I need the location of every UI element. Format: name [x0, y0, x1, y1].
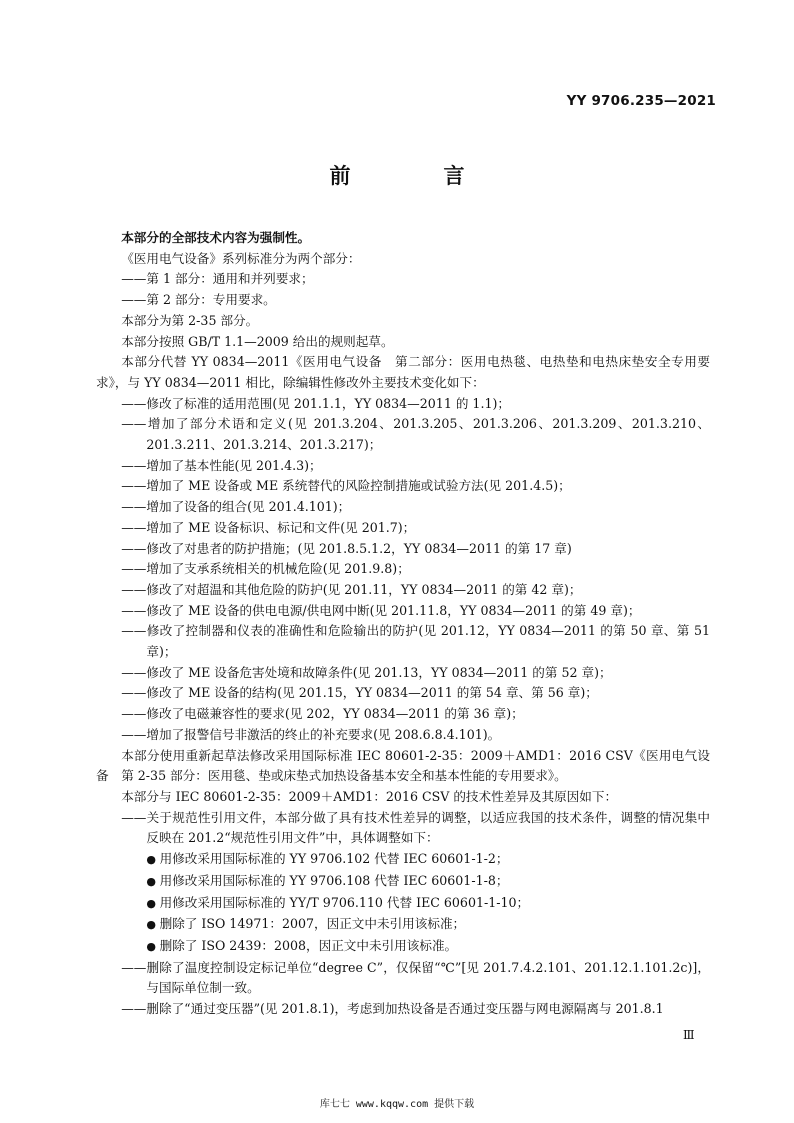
- list-item-difference: ——删除了温度控制设定标记单位“degree C”，仅保留“℃”[见 201.7.4.2.101、201.12.1.101.2c)]，与国际单位制一致。: [121, 959, 710, 996]
- paragraph-series: 《医用电气设备》系列标准分为两个部分：: [121, 250, 361, 266]
- paragraph-mandatory: 本部分的全部技术内容为强制性。: [121, 230, 311, 245]
- bullet-item: ● 用修改采用国际标准的 YY 9706.108 代替 IEC 60601-1-8；: [96, 871, 710, 893]
- list-item-change: ——修改了对超温和其他危险的防护(见 201.11，YY 0834—2011 的第 42 章)；: [121, 581, 582, 597]
- list-item-change: ——增加了基本性能(见 201.4.3)；: [121, 457, 322, 473]
- list-item-change: ——修改了电磁兼容性的要求(见 202，YY 0834—2011 的第 36 章)；: [121, 706, 524, 722]
- list-item-change: ——修改了标准的适用范围(见 201.1.1，YY 0834—2011 的 1.1)；: [121, 395, 510, 411]
- list-item-change: ——增加了部分术语和定义(见 201.3.204、201.3.205、201.3.206、201.3.209、201.3.210、201.3.211、201.3.214、201.3.217)；: [121, 416, 710, 453]
- page-number: Ⅲ: [683, 1028, 695, 1042]
- list-item-change: ——增加了支承系统相关的机械危险(见 201.9.8)；: [121, 561, 410, 577]
- list-item-difference: ——关于规范性引用文件，本部分做了具有技术性差异的调整，以适应我国的技术条件，调整的情况集中反映在 201.2“规范性引用文件”中，具体调整如下：: [121, 809, 710, 846]
- list-item-change: ——修改了控制器和仪表的准确性和危险输出的防护(见 201.12，YY 0834—2011 的第 50 章、第 51 章)；: [121, 623, 710, 660]
- list-item-change: ——修改了 ME 设备的结构(见 201.15，YY 0834—2011 的第 54 章、第 56 章)；: [121, 685, 598, 701]
- bullet-item: ● 删除了 ISO 14971：2007，因正文中未引用该标准；: [96, 914, 710, 936]
- bullet-item: ● 删除了 ISO 2439：2008，因正文中未引用该标准。: [96, 936, 710, 958]
- bullet-icon: ●: [146, 918, 157, 932]
- list-item-difference: ——删除了“通过变压器”(见 201.8.1)，考虑到加热设备是否通过变压器与网电源隔离与 201.8.1: [121, 1001, 664, 1017]
- doc-id: YY 9706.235—2021: [566, 93, 716, 109]
- page-title: 前 言: [329, 164, 501, 188]
- list-item-change: ——增加了设备的组合(见 201.4.101)；: [121, 499, 351, 515]
- paragraph-replaces: 本部分代替 YY 0834—2011《医用电气设备 第二部分：医用电热毯、电热垫和电热床垫安全专用要求》，与 YY 0834—2011 相比，除编辑性修改外主要技术变化如下：: [96, 354, 710, 390]
- paragraph-part-number: 本部分为第 2-35 部分。: [121, 312, 259, 328]
- list-item-change: ——修改了 ME 设备的供电电源/供电网中断(见 201.11.8，YY 0834—2011 的第 49 章)；: [121, 602, 641, 618]
- bullet-icon: ●: [146, 896, 157, 910]
- bullet-icon: ●: [146, 853, 157, 867]
- footer-watermark: 库七七 www.kqqw.com 提供下载: [319, 1099, 475, 1110]
- bullet-item: ● 用修改采用国际标准的 YY 9706.102 代替 IEC 60601-1-2；: [96, 849, 710, 871]
- list-item-change: ——增加了报警信号非激活的终止的补充要求(见 208.6.8.4.101)。: [121, 726, 501, 742]
- bullet-icon: ●: [146, 874, 157, 888]
- list-item-change: ——修改了 ME 设备危害处境和故障条件(见 201.13，YY 0834—2011 的第 52 章)；: [121, 664, 612, 680]
- list-item-change: ——增加了 ME 设备或 ME 系统替代的风险控制措施或试验方法(见 201.4.5)；: [121, 478, 571, 494]
- list-item-part: ——第 1 部分：通用和并列要求；: [121, 271, 314, 287]
- paragraph-drafting: 本部分按照 GB/T 1.1—2009 给出的规则起草。: [121, 333, 394, 349]
- list-item-part: ——第 2 部分：专用要求。: [121, 292, 276, 308]
- bullet-item: ● 用修改采用国际标准的 YY/T 9706.110 代替 IEC 60601-1-10；: [96, 893, 710, 915]
- document-body: [96, 228, 710, 1020]
- paragraph-adoption: 本部分使用重新起草法修改采用国际标准 IEC 80601-2-35：2009＋AMD1：2016 CSV《医用电气设备 第 2-35 部分：医用毯、垫或床垫式加热设备基本安全和基本性能的专用要求》。: [96, 747, 710, 784]
- list-item-change: ——增加了 ME 设备标识、标记和文件(见 201.7)；: [121, 519, 416, 535]
- list-item-change: ——修改了对患者的防护措施；(见 201.8.5.1.2，YY 0834—2011 的第 17 章): [121, 540, 572, 556]
- bullet-icon: ●: [146, 939, 157, 953]
- paragraph-differences: 本部分与 IEC 80601-2-35：2009＋AMD1：2016 CSV 的技术性差异及其原因如下：: [121, 788, 618, 804]
